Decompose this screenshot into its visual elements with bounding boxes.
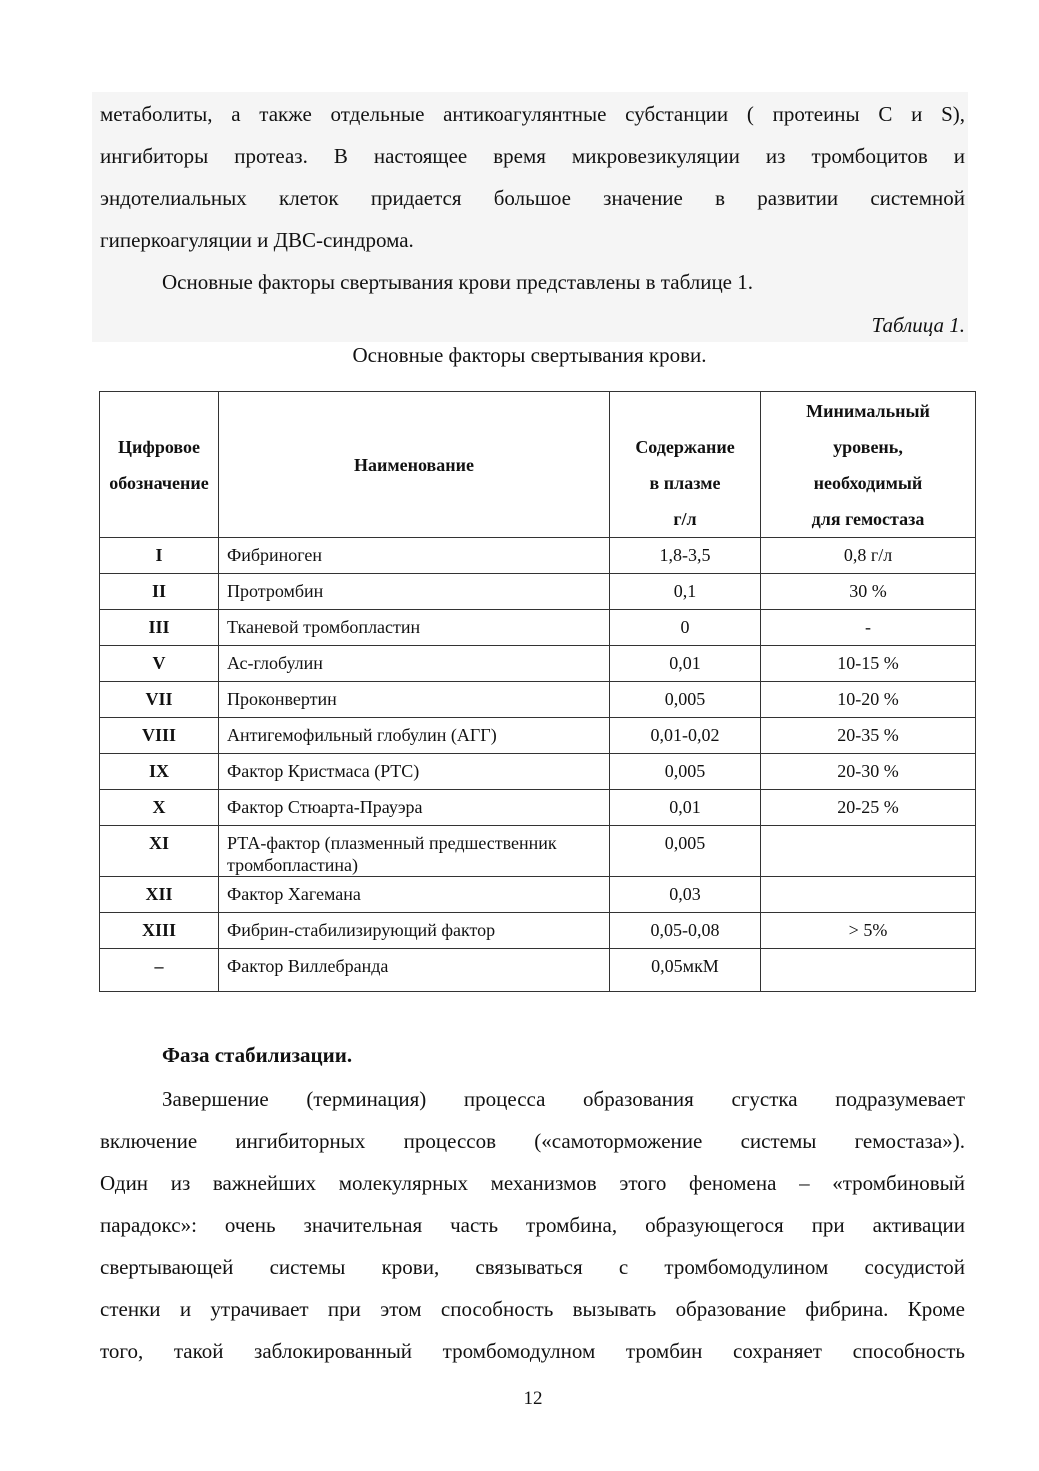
factor-code: III: [100, 610, 219, 646]
table-row: [100, 790, 976, 826]
factor-code: –: [100, 949, 219, 992]
factor-name: Фактор Кристмаса (PTC): [219, 754, 610, 790]
table-row: [100, 610, 976, 646]
factor-code: VIII: [100, 718, 219, 754]
factor-content: 1,8-3,5: [610, 538, 761, 574]
table-row: [100, 913, 976, 949]
factor-content: 0,005: [610, 826, 761, 877]
factor-name: Антигемофильный глобулин (АГГ): [219, 718, 610, 754]
factor-name: Фактор Виллебранда: [219, 949, 610, 992]
body-line-4: парадокс»: очень значительная часть тромбина, образующегося при активации: [100, 1213, 965, 1237]
header-content: [610, 392, 761, 538]
table-label: Таблица 1.: [871, 313, 965, 337]
factor-code: XII: [100, 877, 219, 913]
factor-min-level: -: [761, 610, 976, 646]
table-row: [100, 949, 976, 992]
factor-content: 0,005: [610, 682, 761, 718]
factor-min-level: 10-20 %: [761, 682, 976, 718]
factor-code: VII: [100, 682, 219, 718]
body-line-7: того, такой заблокированный тромбомодулном тромбин сохраняет способность: [100, 1339, 965, 1363]
header-content-line-1: Содержание: [635, 437, 735, 457]
factor-code: V: [100, 646, 219, 682]
intro-line-4: гиперкоагуляции и ДВС-синдрома.: [100, 228, 414, 252]
header-code-line-1: Цифровое: [118, 436, 200, 457]
factor-min-level: [761, 877, 976, 913]
section-heading: Фаза стабилизации.: [162, 1043, 353, 1067]
header-min-level-line-3: необходимый: [813, 472, 923, 493]
header-name: Наименование: [219, 392, 610, 538]
body-line-2: включение ингибиторных процессов («самоторможение системы гемостаза»).: [100, 1129, 965, 1153]
factor-content: 0,05мкМ: [610, 949, 761, 992]
table-title: Основные факторы свертывания крови.: [352, 343, 707, 367]
page-number: 12: [523, 1388, 543, 1409]
factor-code: I: [100, 538, 219, 574]
factor-content: 0,01: [610, 790, 761, 826]
factor-min-level: 30 %: [761, 574, 976, 610]
intro-line-3: эндотелиальных клеток придается большое значение в развитии системной: [100, 186, 965, 210]
header-min-level-line-1: Минимальный: [806, 400, 930, 421]
body-line-3: Один из важнейших молекулярных механизмов этого феномена – «тромбиновый: [100, 1171, 965, 1195]
table-row: [100, 826, 976, 877]
factor-min-level: > 5%: [761, 913, 976, 949]
table-row: [100, 877, 976, 913]
intro-table-reference: Основные факторы свертывания крови представлены в таблице 1.: [162, 270, 754, 294]
factor-content: 0,1: [610, 574, 761, 610]
factor-content: 0,03: [610, 877, 761, 913]
factor-name: Ас-глобулин: [219, 646, 610, 682]
factor-content: 0: [610, 610, 761, 646]
header-code: [100, 392, 219, 538]
header-min-level: [761, 392, 976, 538]
body-line-6: стенки и утрачивает при этом способность вызывать образование фибрина. Кроме: [100, 1297, 965, 1321]
intro-line-1: метаболиты, а также отдельные антикоагулянтные субстанции ( протеины С и S),: [100, 102, 965, 126]
factor-code: IX: [100, 754, 219, 790]
factor-min-level: 20-35 %: [761, 718, 976, 754]
table-row: [100, 682, 976, 718]
body-line-5: свертывающей системы крови, связываться с тромбомодулином сосудистой: [100, 1255, 965, 1279]
header-content-line-3: г/л: [673, 509, 697, 529]
factor-content: 0,05-0,08: [610, 913, 761, 949]
factor-min-level: 20-25 %: [761, 790, 976, 826]
factor-name: Протромбин: [219, 574, 610, 610]
factor-name: Фактор Стюарта-Прауэра: [219, 790, 610, 826]
table-row: [100, 754, 976, 790]
table-header-row: [100, 392, 976, 538]
factor-code: XI: [100, 826, 219, 877]
factor-name: Фактор Хагемана: [219, 877, 610, 913]
coagulation-factors-table: [99, 391, 976, 992]
header-content-line-2: в плазме: [649, 473, 721, 493]
factor-name: Фибриноген: [219, 538, 610, 574]
intro-line-2: ингибиторы протеаз. В настоящее время микровезикуляции из тромбоцитов и: [100, 144, 965, 168]
table-row: [100, 646, 976, 682]
factor-min-level: 0,8 г/л: [761, 538, 976, 574]
header-min-level-line-4: для гемостаза: [811, 508, 925, 529]
body-line-1: Завершение (терминация) процесса образования сгустка подразумевает: [162, 1087, 965, 1111]
factor-min-level: [761, 826, 976, 877]
factor-code: XIII: [100, 913, 219, 949]
table-row: [100, 538, 976, 574]
factor-content: 0,01: [610, 646, 761, 682]
factor-name: Тканевой тромбопластин: [219, 610, 610, 646]
factor-content: 0,005: [610, 754, 761, 790]
factor-name: Фибрин-стабилизирующий фактор: [219, 913, 610, 949]
factor-code: II: [100, 574, 219, 610]
factor-min-level: 10-15 %: [761, 646, 976, 682]
factor-name: Проконвертин: [219, 682, 610, 718]
header-min-level-line-2: уровень,: [833, 436, 903, 457]
factor-code: X: [100, 790, 219, 826]
table-row: [100, 574, 976, 610]
factor-min-level: 20-30 %: [761, 754, 976, 790]
factor-content: 0,01-0,02: [610, 718, 761, 754]
table-row: [100, 718, 976, 754]
factor-name: РТА-фактор (плазменный предшественник тромбопластина): [219, 826, 610, 877]
factor-min-level: [761, 949, 976, 992]
header-code-line-2: обозначение: [109, 472, 209, 493]
